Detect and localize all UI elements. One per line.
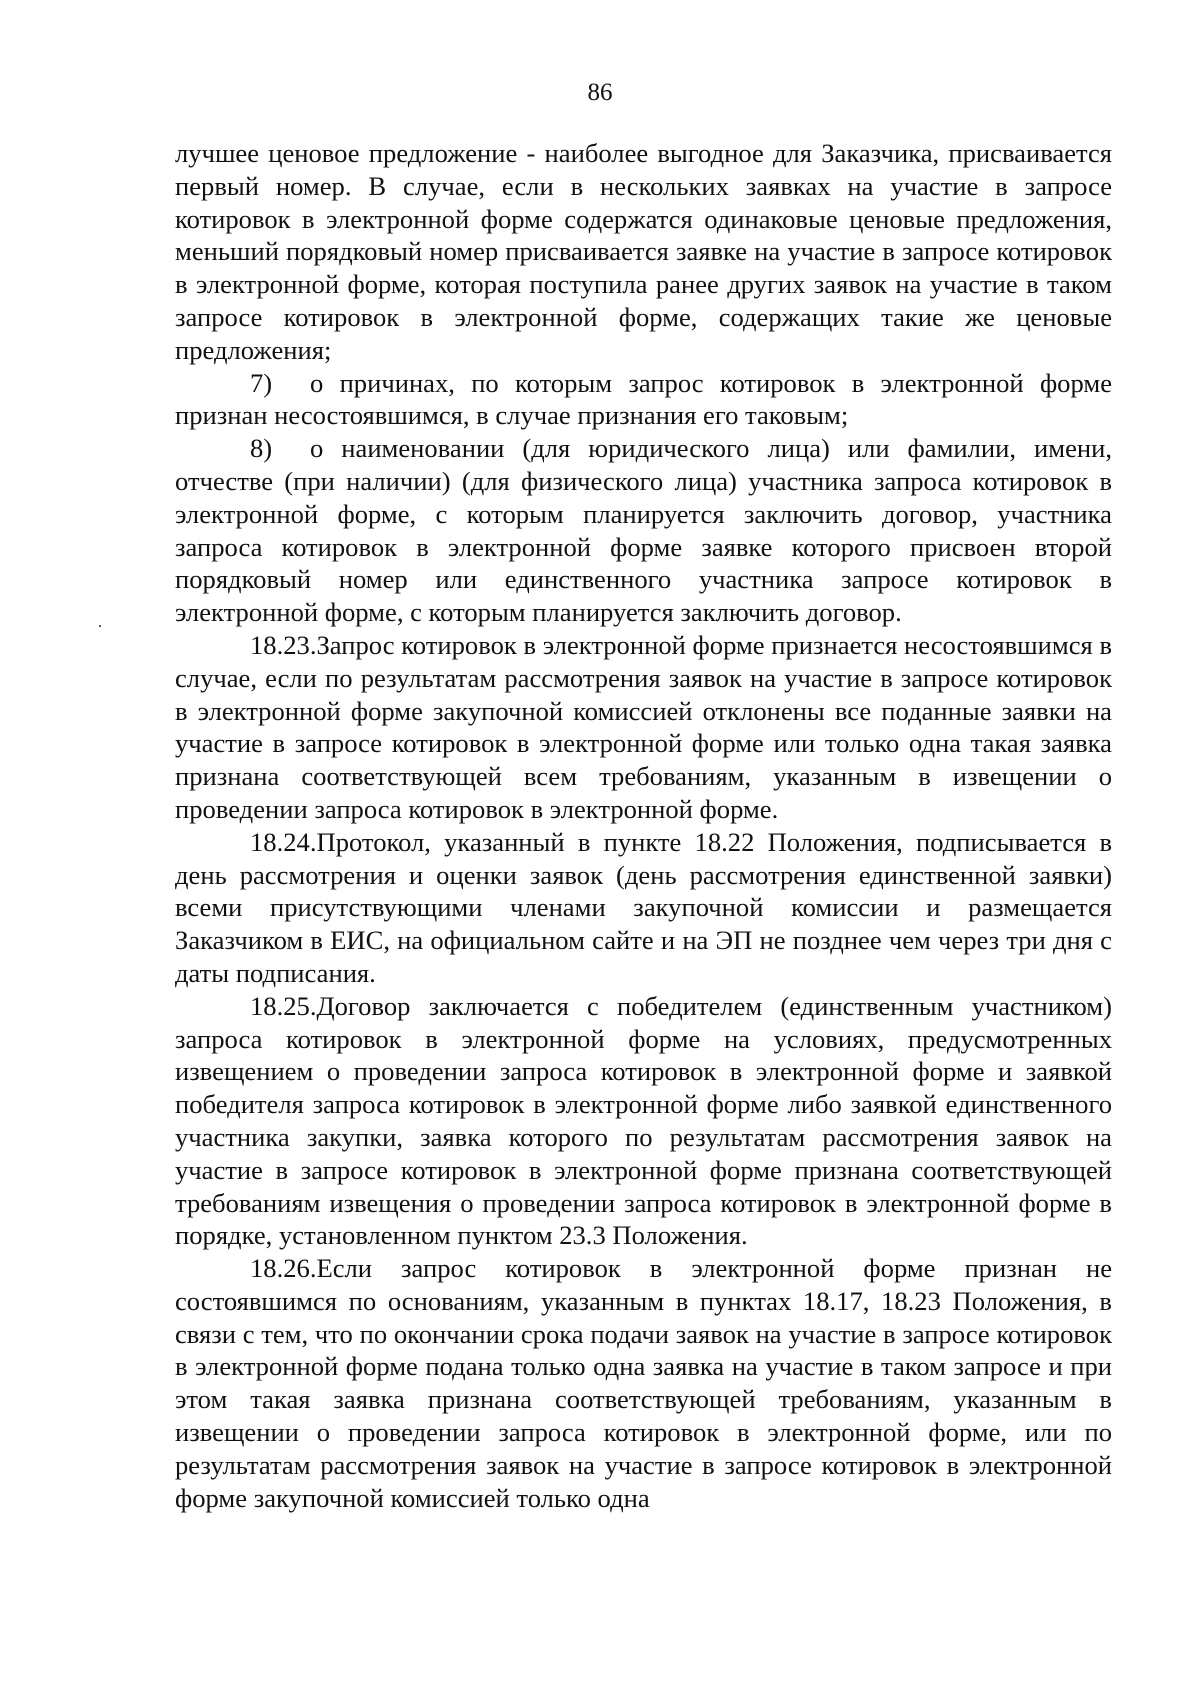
clause-18-25: 18.25.Договор заключается с победителем (единственным участником) запроса котировок в электронной форме на условиях, предусмотренных извещением о проведении запроса котировок в электронной форме и заявкой победителя запроса котировок в электронной форме либо заявкой единственного участника закупки, заявка которого по результатам рассмотрения заявок на участие в запросе котировок в электронной форме признана соответствующей требованиям извещения о проведении запроса котировок в электронной форме в порядке, установленном пунктом 23.3 Положения. — [175, 990, 1112, 1251]
list-item-text: о причинах, по которым запрос котировок в электронной форме признан несостоявшимся, в случае признания его таковым; — [175, 367, 1112, 431]
document-body — [175, 137, 1112, 1514]
list-item-7 — [175, 367, 1112, 433]
clause-18-23: 18.23.Запрос котировок в электронной форме признается несостоявшимся в случае, если по результатам рассмотрения заявок на участие в запросе котировок в электронной форме закупочной комиссией отклонены все поданные заявки на участие в запросе котировок в электронной форме или только одна такая заявка признана соответствующей всем требованиям, указанным в извещении о проведении запроса котировок в электронной форме. — [175, 629, 1112, 824]
page-number: 86 — [587, 79, 613, 106]
list-item-text: о наименовании (для юридического лица) или фамилии, имени, отчестве (при наличии) (для физического лица) участника запроса котировок в электронной форме, с которым планируется заключить договор, участника запроса котировок в электронной форме заявке которого присвоен второй порядковый номер или единственного участника запросе котировок в электронной форме, с которым планируется заключить договор. — [175, 433, 1112, 628]
clause-18-24: 18.24.Протокол, указанный в пункте 18.22 Положения, подписывается в день рассмотрения и оценки заявок (день рассмотрения единственной заявки) всеми присутствующими членами закупочной комиссии и размещается Заказчиком в ЕИС, на официальном сайте и на ЭП не позднее чем через три дня с даты подписания. — [175, 826, 1112, 988]
list-item-number: 7) — [250, 367, 273, 398]
list-item-number: 8) — [250, 433, 273, 464]
clause-18-26: 18.26.Если запрос котировок в электронной форме признан не состоявшимся по основаниям, указанным в пунктах 18.17, 18.23 Положения, в связи с тем, что по окончании срока подачи заявок на участие в запросе котировок в электронной форме подана только одна заявка на участие в таком запросе и при этом такая заявка признана соответствующей требованиям, указанным в извещении о проведении запроса котировок в электронной форме, или по результатам рассмотрения заявок на участие в запросе котировок в электронной форме закупочной комиссией только одна — [175, 1253, 1112, 1513]
scan-artifact-dot — [99, 625, 101, 627]
list-item-8 — [175, 432, 1112, 629]
paragraph-continuation: лучшее ценовое предложение - наиболее выгодное для Заказчика, присваивается первый номер. В случае, если в нескольких заявках на участие в запросе котировок в электронной форме содержатся одинаковые ценовые предложения, меньший порядковый номер присваивается заявке на участие в запросе котировок в электронной форме, которая поступила ранее других заявок на участие в таком запросе котировок в электронной форме, содержащих такие же ценовые предложения; — [175, 138, 1112, 365]
